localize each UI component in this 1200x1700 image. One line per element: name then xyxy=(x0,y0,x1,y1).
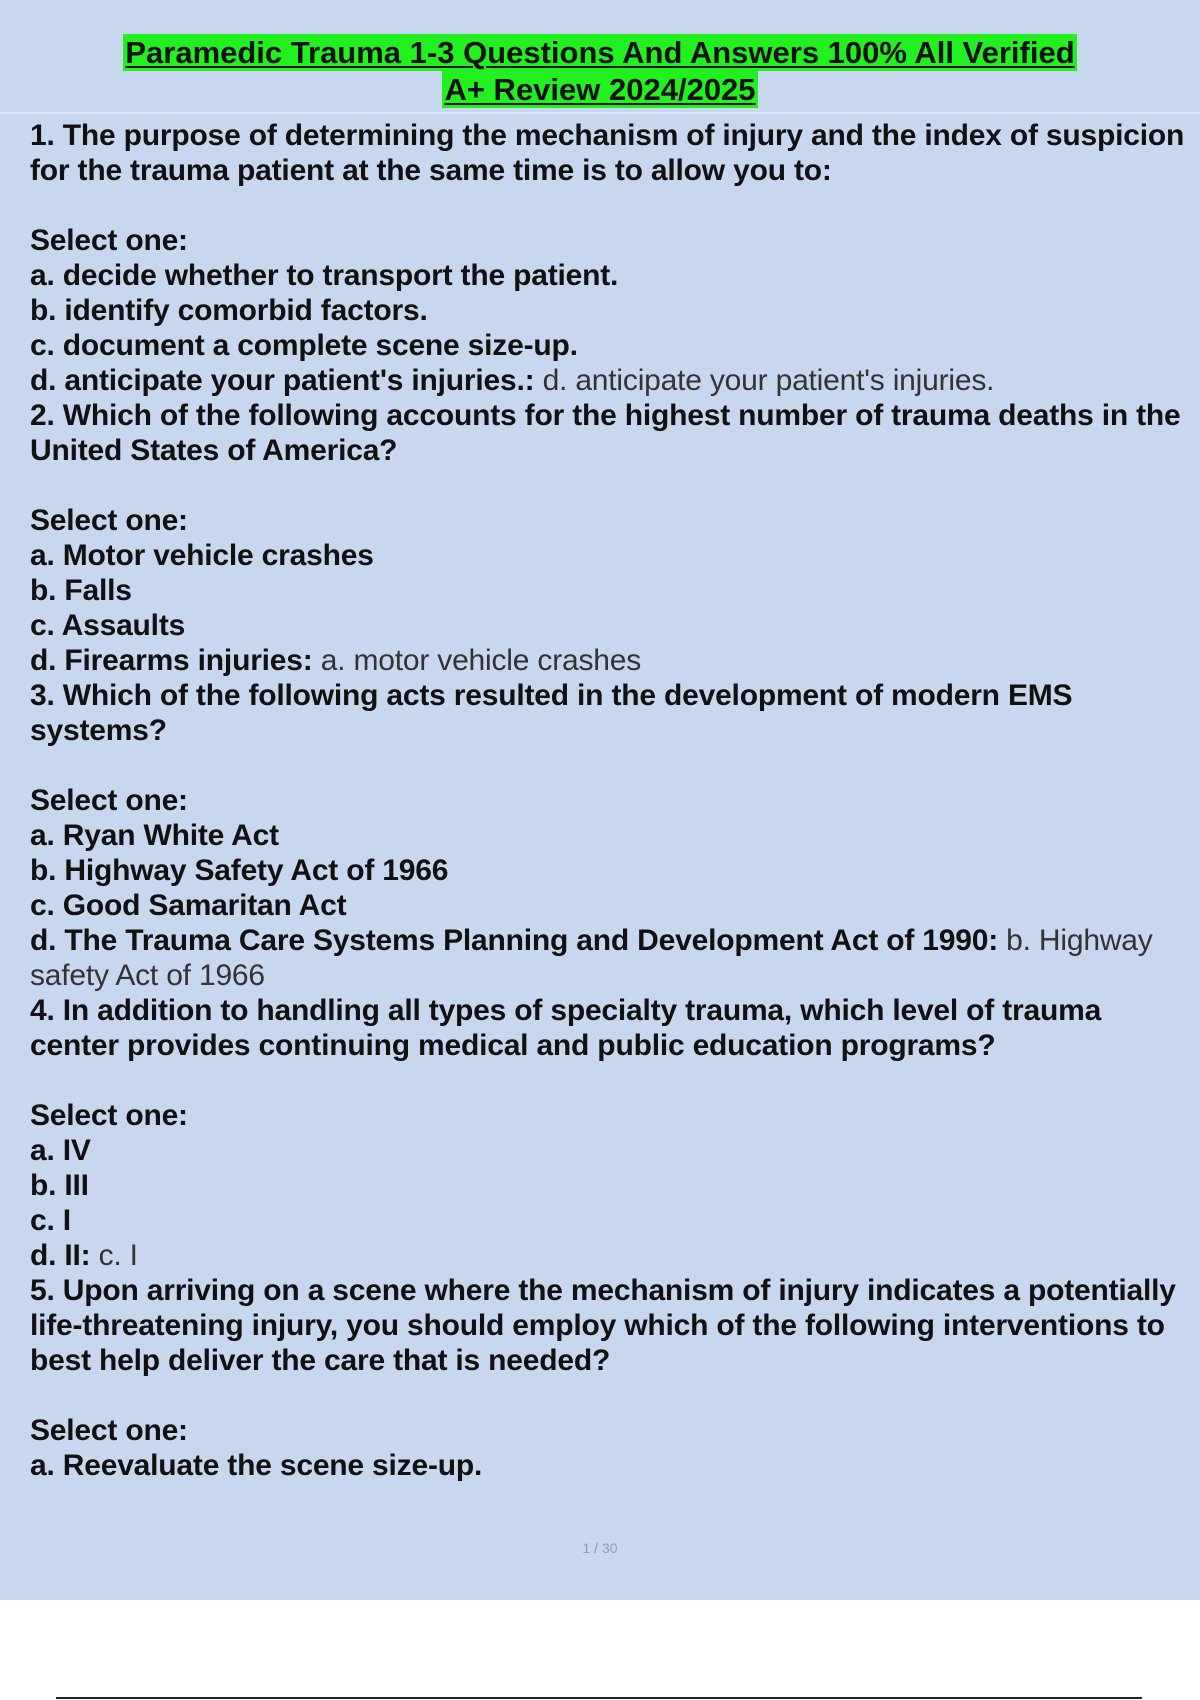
questions-list xyxy=(30,118,1195,1483)
option-d-with-answer xyxy=(30,643,1195,678)
option-c: c. Assaults xyxy=(30,609,186,642)
answer-text: a. motor vehicle crashes xyxy=(312,644,642,677)
answer-text: b. Highway safety Act of 1966 xyxy=(30,924,1153,992)
option-d: d. The Trauma Care Systems Planning and Development Act of 1990: xyxy=(30,924,999,957)
option-d: d. anticipate your patient's injuries.: xyxy=(30,364,535,397)
option-c: c. document a complete scene size-up. xyxy=(30,329,578,362)
question-text: 5. Upon arriving on a scene where the mechanism of injury indicates a potentially life-threatening injury, you should employ which of the following interventions to best help deliver the care that is needed? xyxy=(30,1274,1176,1377)
option-d-with-answer xyxy=(30,1238,1195,1273)
question-text: 1. The purpose of determining the mechanism of injury and the index of suspicion for the trauma patient at the same time is to allow you to: xyxy=(30,119,1185,187)
select-one-label: Select one: xyxy=(30,224,188,257)
option-b: b. III xyxy=(30,1169,89,1202)
select-one-label: Select one: xyxy=(30,504,188,537)
option-c: c. I xyxy=(30,1204,71,1237)
question-text: 4. In addition to handling all types of specialty trauma, which level of trauma center provides continuing medical and public education programs? xyxy=(30,994,1102,1062)
option-a: a. Motor vehicle crashes xyxy=(30,539,374,572)
select-one-label: Select one: xyxy=(30,1099,188,1132)
question-text: 3. Which of the following acts resulted in the development of modern EMS systems? xyxy=(30,679,1073,747)
title-line-2: A+ Review 2024/2025 xyxy=(444,72,756,107)
option-a: a. IV xyxy=(30,1134,91,1167)
option-a: a. decide whether to transport the patient. xyxy=(30,259,619,292)
answer-text: d. anticipate your patient's injuries. xyxy=(534,364,995,397)
option-d-with-answer xyxy=(30,923,1195,993)
option-a: a. Ryan White Act xyxy=(30,819,279,852)
option-a: a. Reevaluate the scene size-up. xyxy=(30,1449,483,1482)
title-divider xyxy=(0,112,1200,114)
question-block-5 xyxy=(30,1273,1195,1483)
option-b: b. identify comorbid factors. xyxy=(30,294,428,327)
footer-rule xyxy=(56,1697,1142,1699)
option-b: b. Highway Safety Act of 1966 xyxy=(30,854,449,887)
option-d: d. II: xyxy=(30,1239,91,1272)
answer-text: c. I xyxy=(90,1239,138,1272)
option-d: d. Firearms injuries: xyxy=(30,644,313,677)
title-line-1: Paramedic Trauma 1-3 Questions And Answers 100% All Verified xyxy=(125,35,1075,70)
page-indicator: 1 / 30 xyxy=(582,1540,618,1556)
question-block-4 xyxy=(30,993,1195,1273)
option-d-with-answer xyxy=(30,363,1195,398)
select-one-label: Select one: xyxy=(30,784,188,817)
question-text: 2. Which of the following accounts for the highest number of trauma deaths in the United States of America? xyxy=(30,399,1181,467)
question-block-3 xyxy=(30,678,1195,993)
option-b: b. Falls xyxy=(30,574,132,607)
option-c: c. Good Samaritan Act xyxy=(30,889,347,922)
select-one-label: Select one: xyxy=(30,1414,188,1447)
question-block-2 xyxy=(30,398,1195,678)
document-title xyxy=(0,34,1200,108)
question-block-1 xyxy=(30,118,1195,398)
